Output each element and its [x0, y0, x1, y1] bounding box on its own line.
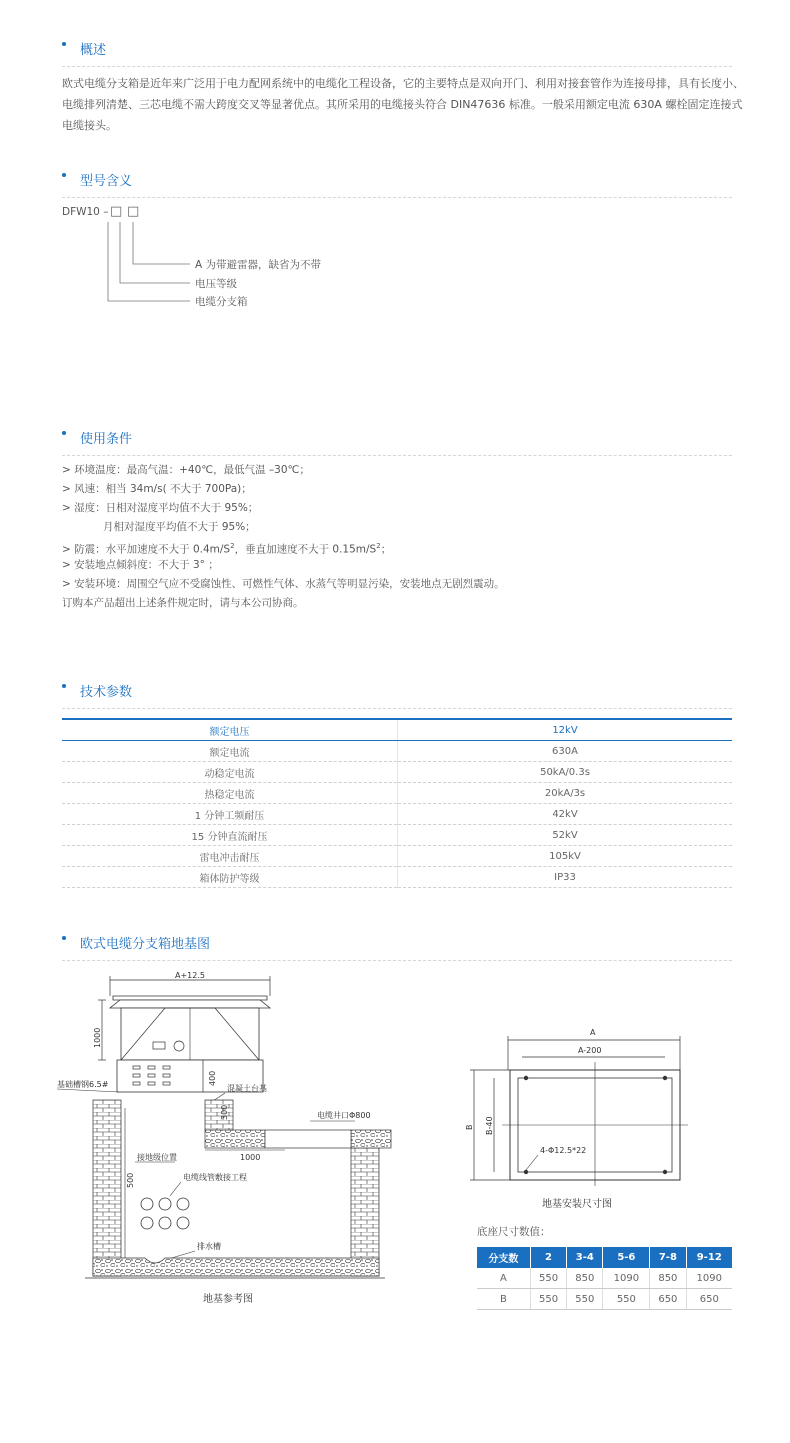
header-cell: 12kV [398, 719, 733, 741]
section-title: 技术参数 [80, 685, 133, 700]
param-name: 雷电冲击耐压 [62, 846, 398, 867]
overview-text [62, 73, 742, 136]
drain-label: 排水槽 [197, 1242, 221, 1251]
model-desc-1: A 为带避雷器，缺省为不带 [195, 259, 322, 271]
model-box-1: □ [110, 204, 123, 219]
divider [62, 455, 732, 456]
section-header-params [62, 684, 732, 708]
bullet-dot [62, 684, 66, 688]
model-code: DFW10 – [62, 206, 109, 218]
overview-line: 欧式电缆分支箱是近年来广泛用于电力配网系统中的电缆化工程设备，它的主要特点是双向开门、利用对接套管作为连接母排，具有长度小、 [62, 77, 744, 90]
table-row [477, 1268, 732, 1289]
dim-label: B [465, 1124, 474, 1130]
base-table-title: 底座尺寸数值： [477, 1226, 551, 1238]
section-title: 概述 [80, 43, 107, 58]
divider [62, 197, 732, 198]
param-value: 42kV [398, 804, 733, 825]
table-cell: 1090 [686, 1268, 732, 1289]
ground-label: 接地级位置 [137, 1153, 177, 1162]
table-row [62, 762, 732, 783]
divider [62, 708, 732, 709]
drawing-caption: 地基参考图 [203, 1294, 253, 1305]
hole-label: 4-Φ12.5*22 [540, 1146, 587, 1155]
table-cell: 1090 [603, 1268, 650, 1289]
table-cell: 850 [650, 1268, 686, 1289]
condition-slope: > 安装地点倾斜度：不大于 3° ； [62, 559, 219, 571]
param-name: 动稳定电流 [62, 762, 398, 783]
dim-label: 300 [220, 1104, 229, 1120]
table-header-row [477, 1247, 732, 1268]
param-name: 热稳定电流 [62, 783, 398, 804]
superscript: 2 [230, 542, 235, 550]
dim-label: B-40 [485, 1116, 494, 1135]
foundation-reference-drawing [55, 968, 400, 1313]
param-value: 105kV [398, 846, 733, 867]
seismic-part: > 防震：水平加速度不大于 0.4m/S [62, 543, 231, 556]
table-cell: B [477, 1289, 530, 1310]
condition-humidity-month: 月相对湿度平均值不大于 95%； [103, 521, 256, 533]
param-name: 额定电流 [62, 741, 398, 762]
dim-label: 500 [126, 1172, 135, 1188]
well-label: 电缆井口Φ800 [317, 1111, 371, 1120]
section-header-overview [62, 42, 732, 66]
section-header-conditions [62, 431, 732, 455]
table-cell: 650 [650, 1289, 686, 1310]
tech-params-table [62, 718, 732, 888]
section-header-model [62, 173, 732, 197]
param-name: 箱体防护等级 [62, 867, 398, 888]
section-header-foundation [62, 936, 732, 960]
model-box-2: □ [127, 204, 140, 219]
header-cell: 2 [530, 1247, 566, 1268]
table-cell: 550 [567, 1289, 603, 1310]
param-value: 50kA/0.3s [398, 762, 733, 783]
table-cell: 850 [567, 1268, 603, 1289]
dim-label: 1000 [240, 1153, 261, 1162]
table-row [62, 825, 732, 846]
table-row [62, 846, 732, 867]
drawing-caption: 地基安装尺寸图 [542, 1199, 612, 1210]
seismic-part: ； [380, 543, 392, 556]
condition-wind: > 风速：相当 34m/s( 不大于 700Pa)； [62, 483, 252, 495]
dim-label: A-200 [578, 1046, 602, 1055]
header-cell: 分支数 [477, 1247, 530, 1268]
param-name: 1 分钟工频耐压 [62, 804, 398, 825]
bullet-dot [62, 431, 66, 435]
param-value: 630A [398, 741, 733, 762]
section-title: 使用条件 [80, 432, 133, 447]
dim-label: A [590, 1028, 596, 1037]
condition-humidity-day: > 湿度：日相对湿度平均值不大于 95%； [62, 502, 259, 514]
header-cell: 3-4 [567, 1247, 603, 1268]
overview-line: 电缆排列清楚、三芯电缆不需大跨度交叉等显著优点。其所采用的电缆接头符合 DIN47636 标准。一般采用额定电流 630A 螺栓固定连接式 [62, 98, 743, 111]
param-value: 52kV [398, 825, 733, 846]
base-size-table [477, 1247, 732, 1310]
table-cell: A [477, 1268, 530, 1289]
table-row [62, 804, 732, 825]
seismic-part: ，垂直加速度不大于 0.15m/S [234, 543, 377, 556]
steel-label: 基础槽钢6.5# [57, 1080, 109, 1089]
model-leader-lines [100, 220, 210, 310]
bullet-dot [62, 173, 66, 177]
table-row [62, 867, 732, 888]
bullet-dot [62, 42, 66, 46]
model-desc-3: 电缆分支箱 [195, 296, 248, 308]
table-row [62, 783, 732, 804]
table-cell: 550 [603, 1289, 650, 1310]
dim-label: 400 [208, 1070, 217, 1086]
header-cell: 9-12 [686, 1247, 732, 1268]
table-cell: 550 [530, 1289, 566, 1310]
condition-environment: > 安装环境：周围空气应不受腐蚀性、可燃性气体、水蒸气等明显污染，安装地点无剧烈震动。 [62, 578, 505, 590]
table-header-row [62, 719, 732, 741]
dim-label: 1000 [93, 1027, 102, 1048]
condition-note: 订购本产品超出上述条件规定时，请与本公司协商。 [62, 597, 304, 609]
param-name: 15 分钟直流耐压 [62, 825, 398, 846]
superscript: 2 [376, 542, 381, 550]
divider [62, 66, 732, 67]
header-cell: 5-6 [603, 1247, 650, 1268]
model-desc-2: 电压等级 [195, 278, 237, 290]
divider [62, 960, 732, 961]
installation-dimension-drawing [460, 1020, 700, 1220]
param-value: IP33 [398, 867, 733, 888]
condition-temperature: > 环境温度：最高气温：+40℃，最低气温 –30℃； [62, 464, 310, 476]
table-row [62, 741, 732, 762]
header-cell: 7-8 [650, 1247, 686, 1268]
pipe-label: 电缆线管敷接工程 [183, 1173, 247, 1182]
overview-line: 电缆接头。 [62, 119, 117, 132]
dim-label: A+12.5 [175, 971, 205, 980]
table-cell: 550 [530, 1268, 566, 1289]
bullet-dot [62, 936, 66, 940]
section-title: 型号含义 [80, 174, 133, 189]
param-value: 20kA/3s [398, 783, 733, 804]
table-cell: 650 [686, 1289, 732, 1310]
section-title: 欧式电缆分支箱地基图 [80, 937, 211, 952]
concrete-label: 混凝土台基 [227, 1084, 267, 1093]
header-cell: 额定电压 [62, 719, 398, 741]
table-row [477, 1289, 732, 1310]
